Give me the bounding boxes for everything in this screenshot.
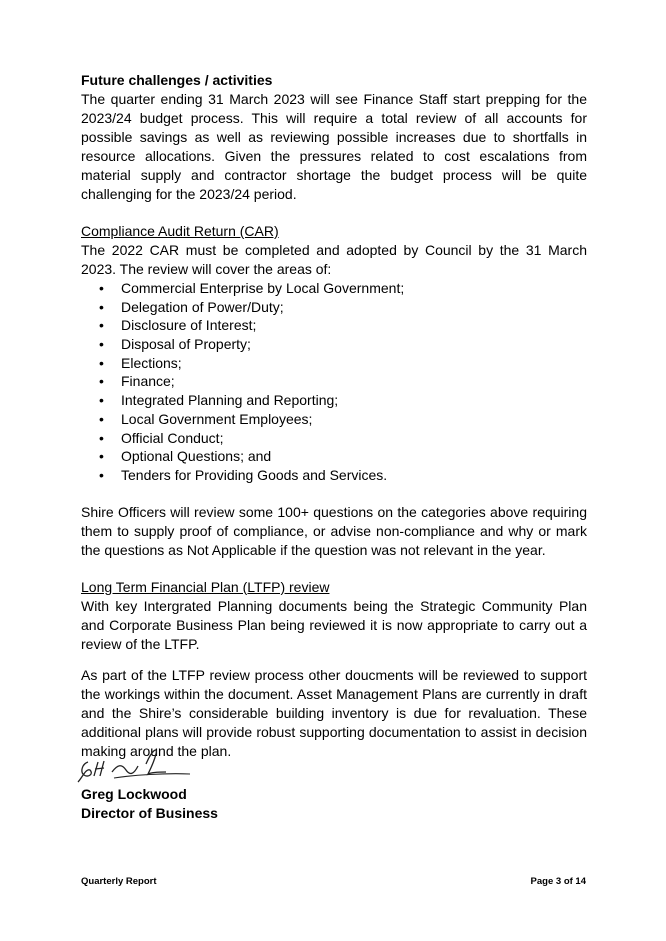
- signature-block: [81, 785, 218, 823]
- signature-image: [74, 742, 194, 788]
- list-item: • Disclosure of Interest;: [99, 317, 257, 334]
- footer-report-title: Quarterly Report: [81, 876, 157, 887]
- footer-page-number: Page 3 of 14: [530, 876, 586, 887]
- bullet-icon: •: [99, 354, 104, 371]
- bullet-icon: •: [99, 336, 104, 353]
- list-item: • Tenders for Providing Goods and Services.: [99, 466, 388, 483]
- ltfp-heading: Long Term Financial Plan (LTFP) review: [81, 578, 330, 595]
- bullet-icon: •: [99, 298, 104, 315]
- list-item: • Elections;: [99, 354, 182, 371]
- ltfp-paragraph-1: With key Intergrated Planning documents being the Strategic Community Plan and Corporate Business Plan being reviewed it is now appropriate to carry out a review of the LTFP.: [81, 597, 587, 652]
- signatory-name: Greg Lockwood: [81, 786, 187, 802]
- list-item: • Official Conduct;: [99, 429, 224, 446]
- list-item: • Local Government Employees;: [99, 410, 313, 427]
- signatory-title: Director of Business: [81, 805, 218, 821]
- bullet-icon: •: [99, 429, 104, 446]
- bullet-icon: •: [99, 410, 104, 427]
- car-outro: Shire Officers will review some 100+ questions on the categories above requiring them to supply proof of compliance, or advise non-compliance and why or mark the questions as Not Applicable if the question was not relevant in the year.: [81, 503, 587, 558]
- ltfp-paragraph-2: As part of the LTFP review process other doucments will be reviewed to support the workings within the document. Asset Management Plans are currently in draft and the Shire’s considerable building inventory is due for revaluation. These additional plans will provide robust supporting documentation to assist in decision making around the plan.: [81, 666, 587, 759]
- bullet-icon: •: [99, 317, 104, 334]
- list-item: • Commercial Enterprise by Local Government;: [99, 280, 405, 296]
- car-list: [81, 279, 587, 485]
- list-item: • Disposal of Property;: [99, 336, 251, 353]
- bullet-icon: •: [99, 392, 104, 409]
- bullet-icon: •: [99, 448, 104, 465]
- car-heading: Compliance Audit Return (CAR): [81, 223, 279, 239]
- future-paragraph: The quarter ending 31 March 2023 will see Finance Staff start prepping for the 2023/24 budget process. This will require a total review of all accounts for possible savings as well as reviewing possible increases due to shortfalls in resource allocations. Given the pressures related to cost escalations from material supply and contractor shortage the budget process will be quite challenging for the 2023/24 period.: [81, 91, 587, 202]
- list-item: • Optional Questions; and: [99, 448, 272, 465]
- list-item: • Delegation of Power/Duty;: [99, 298, 284, 315]
- bullet-icon: •: [99, 280, 104, 296]
- future-heading: Future challenges / activities: [81, 72, 273, 88]
- bullet-icon: •: [99, 373, 104, 390]
- car-intro: The 2022 CAR must be completed and adopted by Council by the 31 March 2023. The review will cover the areas of:: [81, 242, 587, 277]
- list-item: • Finance;: [99, 373, 175, 390]
- bullet-icon: •: [99, 466, 104, 483]
- list-item: • Integrated Planning and Reporting;: [99, 392, 339, 409]
- document-body: [81, 71, 587, 761]
